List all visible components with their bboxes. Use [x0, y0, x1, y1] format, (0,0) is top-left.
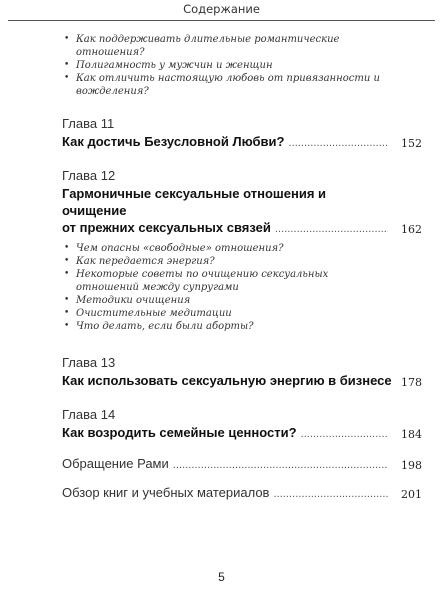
- chapter-12-page: 162: [401, 223, 422, 236]
- bullet-icon: •: [64, 269, 70, 279]
- list-item: • Чем опасны «свободные» отношения?: [64, 243, 284, 254]
- chapter-14-label: Глава 14: [62, 407, 116, 422]
- list-item: • Очистительные медитации: [64, 308, 232, 319]
- chapter-11-title: Как достичь Безусловной Любви?: [62, 134, 285, 149]
- toc-content: [62, 33, 422, 503]
- leader-dots: [301, 426, 388, 443]
- bullet-icon: •: [64, 256, 70, 266]
- chapter-12-bullet-list: [62, 242, 390, 333]
- chapter-13-label: Глава 13: [62, 355, 116, 370]
- appeal-page: 198: [401, 459, 422, 472]
- running-head: Содержание: [183, 2, 260, 16]
- bullet-icon: •: [64, 60, 70, 70]
- chapter-13-title: Как использовать сексуальную энергию в бизнесе: [62, 373, 392, 388]
- chapter-14-page: 184: [401, 428, 422, 441]
- chapter-12-title-line1: Гармоничные сексуальные отношения и очищение: [62, 186, 327, 218]
- appeal-title: Обращение Рами: [62, 456, 169, 471]
- chapter-13-page: 178: [401, 376, 422, 389]
- bullet-icon: •: [64, 321, 70, 331]
- header-divider: [8, 20, 435, 21]
- review-page: 201: [401, 488, 422, 501]
- bullet-icon: •: [64, 295, 70, 305]
- chapter-11-page: 152: [401, 137, 422, 150]
- top-bullet-list: [62, 33, 390, 98]
- bullet-icon: •: [64, 73, 70, 83]
- list-item: • Как отличить настоящую любовь от привязанности и вожделения?: [64, 73, 380, 97]
- chapter-12-title-line2: от прежних сексуальных связей: [62, 220, 271, 235]
- leader-dots: [275, 221, 388, 238]
- chapter-11-label: Глава 11: [62, 116, 115, 131]
- list-item: • Методики очищения: [64, 295, 191, 306]
- bullet-icon: •: [64, 243, 70, 253]
- appeal-entry[interactable]: [62, 455, 422, 474]
- chapter-13-entry[interactable]: [62, 372, 422, 391]
- chapter-11-entry[interactable]: [62, 133, 422, 152]
- list-item: • Как поддерживать длительные романтические отношения?: [64, 34, 340, 58]
- list-item: • Как передается энергия?: [64, 256, 215, 267]
- chapter-12-entry[interactable]: [62, 185, 422, 238]
- list-item: • Полигамность у мужчин и женщин: [64, 60, 273, 71]
- leader-dots: [288, 135, 388, 152]
- page-number: 5: [218, 570, 225, 584]
- list-item: • Некоторые советы по очищению сексуальных отношений между супругами: [64, 269, 329, 293]
- review-entry[interactable]: [62, 484, 422, 503]
- chapter-14-entry[interactable]: [62, 424, 422, 443]
- chapter-14-title: Как возродить семейные ценности?: [62, 425, 297, 440]
- list-item: • Что делать, если были аборты?: [64, 321, 254, 332]
- leader-dots: [173, 457, 388, 474]
- leader-dots: [273, 486, 388, 503]
- chapter-12-label: Глава 12: [62, 168, 116, 183]
- review-title: Обзор книг и учебных материалов: [62, 485, 270, 500]
- bullet-icon: •: [64, 34, 70, 44]
- bullet-icon: •: [64, 308, 70, 318]
